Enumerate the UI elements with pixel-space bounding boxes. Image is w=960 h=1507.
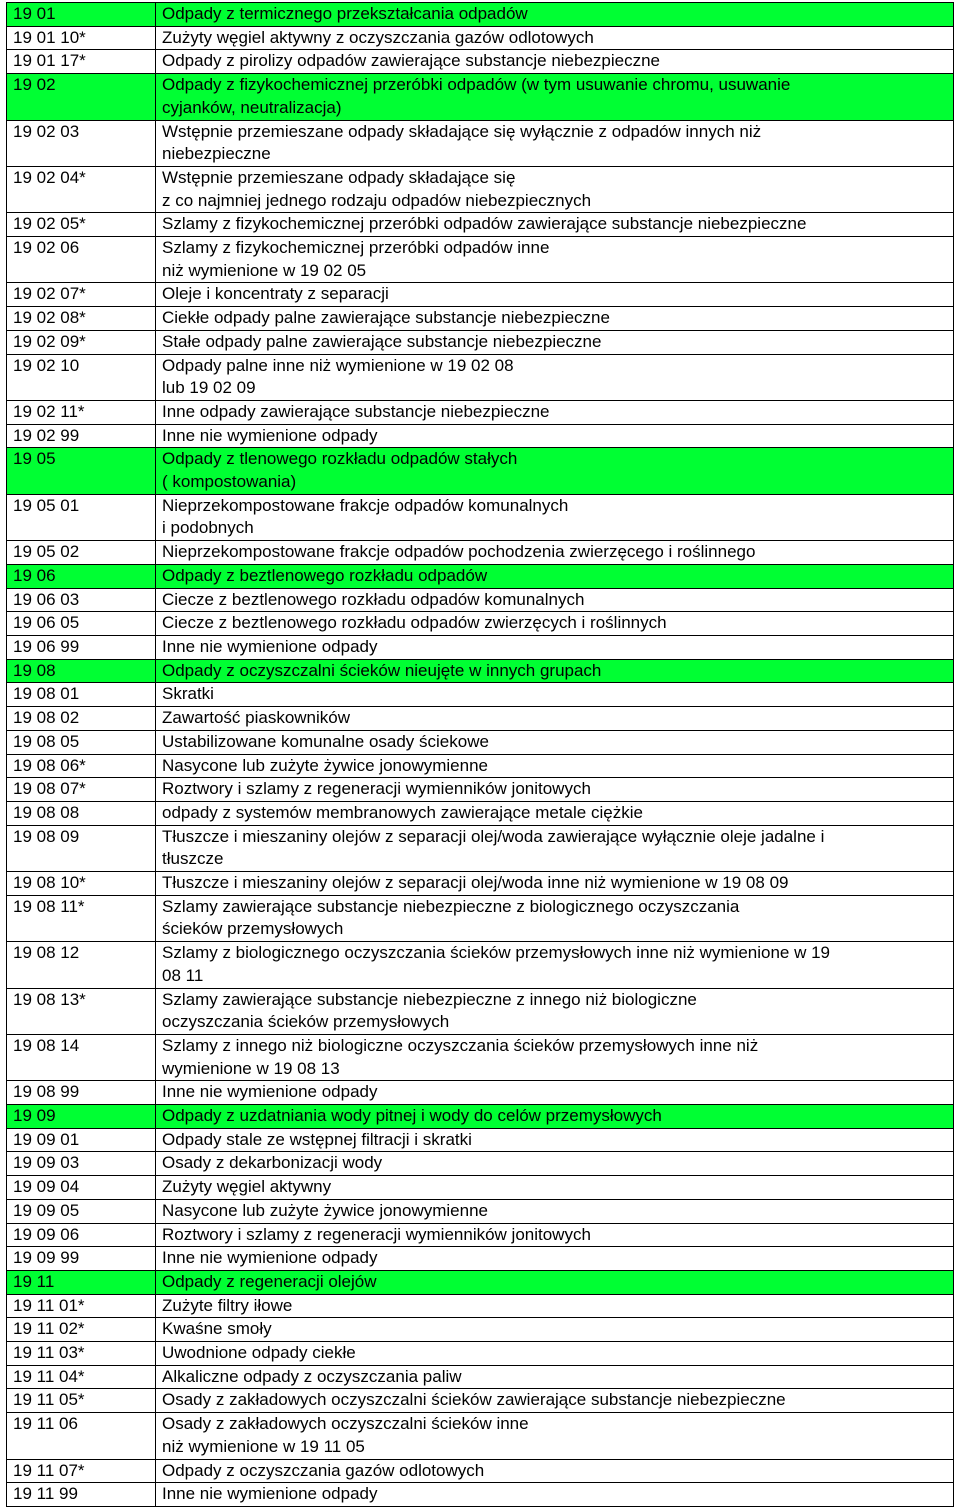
table-row: [7, 1176, 954, 1200]
waste-code-cell: 19 09 03: [7, 1152, 156, 1176]
waste-description-cell: Szlamy z biologicznego oczyszczania ścieków przemysłowych inne niż wymienione w 19 08 11: [156, 942, 954, 988]
table-row: [7, 988, 954, 1034]
table-row: [7, 1034, 954, 1080]
waste-code-cell: 19 11: [7, 1270, 156, 1294]
waste-description-cell: Nasycone lub zużyte żywice jonowymienne: [156, 1199, 954, 1223]
waste-code-cell: 19 08 10*: [7, 872, 156, 896]
table-row: [7, 778, 954, 802]
group-header-row: [7, 659, 954, 683]
table-row: [7, 120, 954, 166]
waste-description-cell: Szlamy z fizykochemicznej przeróbki odpadów zawierające substancje niebezpieczne: [156, 213, 954, 237]
waste-code-cell: 19 06: [7, 564, 156, 588]
table-row: [7, 1223, 954, 1247]
group-header-row: [7, 74, 954, 120]
waste-description-cell: Szlamy zawierające substancje niebezpieczne z biologicznego oczyszczania ścieków przemysłowych: [156, 895, 954, 941]
waste-description-cell: Ustabilizowane komunalne osady ściekowe: [156, 730, 954, 754]
waste-description-cell: Szlamy z fizykochemicznej przeróbki odpadów inne niż wymienione w 19 02 05: [156, 237, 954, 283]
waste-description-cell: Tłuszcze i mieszaniny olejów z separacji olej/woda inne niż wymienione w 19 08 09: [156, 872, 954, 896]
waste-code-cell: 19 05: [7, 448, 156, 494]
table-row: [7, 541, 954, 565]
waste-code-cell: 19 08 14: [7, 1034, 156, 1080]
table-row: [7, 1459, 954, 1483]
waste-code-cell: 19 05 01: [7, 494, 156, 540]
waste-code-cell: 19 09 06: [7, 1223, 156, 1247]
group-header-row: [7, 564, 954, 588]
waste-description-cell: Tłuszcze i mieszaniny olejów z separacji olej/woda zawierające wyłącznie oleje jadalne i tłuszcze: [156, 825, 954, 871]
table-row: [7, 424, 954, 448]
waste-description-cell: Inne nie wymienione odpady: [156, 1483, 954, 1507]
waste-code-cell: 19 11 06: [7, 1413, 156, 1459]
waste-description-cell: Skratki: [156, 683, 954, 707]
waste-description-cell: Ciecze z beztlenowego rozkładu odpadów komunalnych: [156, 588, 954, 612]
table-row: [7, 1365, 954, 1389]
waste-description-cell: Zużyty węgiel aktywny z oczyszczania gazów odlotowych: [156, 26, 954, 50]
waste-description-cell: Wstępnie przemieszane odpady składające się wyłącznie z odpadów innych niż niebezpieczne: [156, 120, 954, 166]
table-row: [7, 354, 954, 400]
waste-description-cell: Odpady z termicznego przekształcania odpadów: [156, 3, 954, 27]
waste-code-cell: 19 08 12: [7, 942, 156, 988]
table-row: [7, 1152, 954, 1176]
waste-code-cell: 19 02: [7, 74, 156, 120]
waste-code-cell: 19 11 03*: [7, 1342, 156, 1366]
waste-description-cell: Odpady z beztlenowego rozkładu odpadów: [156, 564, 954, 588]
waste-code-cell: 19 11 07*: [7, 1459, 156, 1483]
waste-description-cell: Inne nie wymienione odpady: [156, 1247, 954, 1271]
waste-code-cell: 19 06 05: [7, 612, 156, 636]
waste-code-cell: 19 08 02: [7, 707, 156, 731]
waste-code-cell: 19 08: [7, 659, 156, 683]
waste-description-cell: Zawartość piaskowników: [156, 707, 954, 731]
table-row: [7, 1081, 954, 1105]
table-row: [7, 26, 954, 50]
waste-description-cell: Nieprzekompostowane frakcje odpadów pochodzenia zwierzęcego i roślinnego: [156, 541, 954, 565]
waste-code-cell: 19 02 07*: [7, 283, 156, 307]
waste-code-cell: 19 01: [7, 3, 156, 27]
waste-description-cell: Szlamy zawierające substancje niebezpieczne z innego niż biologiczne oczyszczania ścieków przemysłowych: [156, 988, 954, 1034]
table-row: [7, 1128, 954, 1152]
waste-description-cell: Alkaliczne odpady z oczyszczania paliw: [156, 1365, 954, 1389]
table-row: [7, 400, 954, 424]
waste-code-cell: 19 08 06*: [7, 754, 156, 778]
waste-code-cell: 19 02 99: [7, 424, 156, 448]
table-row: [7, 825, 954, 871]
waste-description-cell: Osady z zakładowych oczyszczalni ścieków inne niż wymienione w 19 11 05: [156, 1413, 954, 1459]
table-row: [7, 1413, 954, 1459]
waste-description-cell: Odpady z fizykochemicznej przeróbki odpadów (w tym usuwanie chromu, usuwanie cyjanków, neutralizacja): [156, 74, 954, 120]
table-row: [7, 307, 954, 331]
waste-code-cell: 19 08 07*: [7, 778, 156, 802]
table-row: [7, 50, 954, 74]
waste-code-cell: 19 09 04: [7, 1176, 156, 1200]
table-row: [7, 237, 954, 283]
waste-code-cell: 19 02 08*: [7, 307, 156, 331]
waste-description-cell: Odpady palne inne niż wymienione w 19 02 08 lub 19 02 09: [156, 354, 954, 400]
table-row: [7, 1294, 954, 1318]
waste-description-cell: Odpady stale ze wstępnej filtracji i skratki: [156, 1128, 954, 1152]
waste-code-cell: 19 11 04*: [7, 1365, 156, 1389]
waste-code-cell: 19 02 05*: [7, 213, 156, 237]
waste-code-table: [6, 2, 954, 1507]
table-row: [7, 1247, 954, 1271]
waste-code-cell: 19 02 11*: [7, 400, 156, 424]
waste-description-cell: Inne odpady zawierające substancje niebezpieczne: [156, 400, 954, 424]
table-row: [7, 330, 954, 354]
table-row: [7, 942, 954, 988]
waste-code-cell: 19 08 11*: [7, 895, 156, 941]
waste-description-cell: Osady z zakładowych oczyszczalni ścieków zawierające substancje niebezpieczne: [156, 1389, 954, 1413]
waste-description-cell: Oleje i koncentraty z separacji: [156, 283, 954, 307]
table-row: [7, 1483, 954, 1507]
group-header-row: [7, 3, 954, 27]
waste-code-cell: 19 02 03: [7, 120, 156, 166]
table-row: [7, 166, 954, 212]
waste-description-cell: Zużyty węgiel aktywny: [156, 1176, 954, 1200]
waste-description-cell: Wstępnie przemieszane odpady składające się z co najmniej jednego rodzaju odpadów niebezpiecznych: [156, 166, 954, 212]
waste-description-cell: Uwodnione odpady ciekłe: [156, 1342, 954, 1366]
table-row: [7, 872, 954, 896]
waste-code-cell: 19 08 05: [7, 730, 156, 754]
waste-code-cell: 19 08 13*: [7, 988, 156, 1034]
waste-code-cell: 19 11 05*: [7, 1389, 156, 1413]
waste-description-cell: odpady z systemów membranowych zawierające metale ciężkie: [156, 801, 954, 825]
table-row: [7, 1318, 954, 1342]
waste-description-cell: Zużyte filtry iłowe: [156, 1294, 954, 1318]
waste-description-cell: Szlamy z innego niż biologiczne oczyszczania ścieków przemysłowych inne niż wymienione w 19 08 13: [156, 1034, 954, 1080]
waste-description-cell: Odpady z tlenowego rozkładu odpadów stałych ( kompostowania): [156, 448, 954, 494]
waste-description-cell: Odpady z oczyszczalni ścieków nieujęte w innych grupach: [156, 659, 954, 683]
table-row: [7, 213, 954, 237]
waste-code-cell: 19 11 02*: [7, 1318, 156, 1342]
group-header-row: [7, 448, 954, 494]
group-header-row: [7, 1270, 954, 1294]
waste-code-cell: 19 08 99: [7, 1081, 156, 1105]
waste-code-cell: 19 08 09: [7, 825, 156, 871]
waste-description-cell: Stałe odpady palne zawierające substancje niebezpieczne: [156, 330, 954, 354]
waste-description-cell: Odpady z uzdatniania wody pitnej i wody do celów przemysłowych: [156, 1105, 954, 1129]
table-row: [7, 588, 954, 612]
waste-code-cell: 19 09 99: [7, 1247, 156, 1271]
waste-description-cell: Inne nie wymienione odpady: [156, 424, 954, 448]
waste-code-cell: 19 08 01: [7, 683, 156, 707]
table-row: [7, 801, 954, 825]
table-row: [7, 730, 954, 754]
waste-code-cell: 19 11 01*: [7, 1294, 156, 1318]
table-row: [7, 635, 954, 659]
waste-code-cell: 19 11 99: [7, 1483, 156, 1507]
waste-code-cell: 19 08 08: [7, 801, 156, 825]
table-row: [7, 283, 954, 307]
table-row: [7, 754, 954, 778]
waste-description-cell: Odpady z regeneracji olejów: [156, 1270, 954, 1294]
waste-description-cell: Nieprzekompostowane frakcje odpadów komunalnych i podobnych: [156, 494, 954, 540]
table-row: [7, 1199, 954, 1223]
table-row: [7, 1389, 954, 1413]
waste-code-cell: 19 01 17*: [7, 50, 156, 74]
waste-description-cell: Odpady z oczyszczania gazów odlotowych: [156, 1459, 954, 1483]
waste-description-cell: Ciecze z beztlenowego rozkładu odpadów zwierzęcych i roślinnych: [156, 612, 954, 636]
waste-description-cell: Roztwory i szlamy z regeneracji wymienników jonitowych: [156, 778, 954, 802]
table-row: [7, 612, 954, 636]
waste-description-cell: Roztwory i szlamy z regeneracji wymienników jonitowych: [156, 1223, 954, 1247]
waste-code-cell: 19 06 99: [7, 635, 156, 659]
waste-description-cell: Inne nie wymienione odpady: [156, 1081, 954, 1105]
table-body: [7, 3, 954, 1507]
waste-description-cell: Ciekłe odpady palne zawierające substancje niebezpieczne: [156, 307, 954, 331]
waste-code-cell: 19 01 10*: [7, 26, 156, 50]
waste-code-cell: 19 02 10: [7, 354, 156, 400]
table-row: [7, 494, 954, 540]
table-row: [7, 683, 954, 707]
table-row: [7, 895, 954, 941]
waste-code-cell: 19 09 05: [7, 1199, 156, 1223]
waste-description-cell: Osady z dekarbonizacji wody: [156, 1152, 954, 1176]
table-row: [7, 1342, 954, 1366]
waste-code-cell: 19 02 06: [7, 237, 156, 283]
waste-code-cell: 19 06 03: [7, 588, 156, 612]
waste-description-cell: Kwaśne smoły: [156, 1318, 954, 1342]
group-header-row: [7, 1105, 954, 1129]
waste-description-cell: Inne nie wymienione odpady: [156, 635, 954, 659]
waste-code-cell: 19 09: [7, 1105, 156, 1129]
waste-code-cell: 19 05 02: [7, 541, 156, 565]
table-row: [7, 707, 954, 731]
waste-description-cell: Odpady z pirolizy odpadów zawierające substancje niebezpieczne: [156, 50, 954, 74]
waste-code-cell: 19 02 09*: [7, 330, 156, 354]
waste-code-cell: 19 02 04*: [7, 166, 156, 212]
waste-description-cell: Nasycone lub zużyte żywice jonowymienne: [156, 754, 954, 778]
waste-code-cell: 19 09 01: [7, 1128, 156, 1152]
